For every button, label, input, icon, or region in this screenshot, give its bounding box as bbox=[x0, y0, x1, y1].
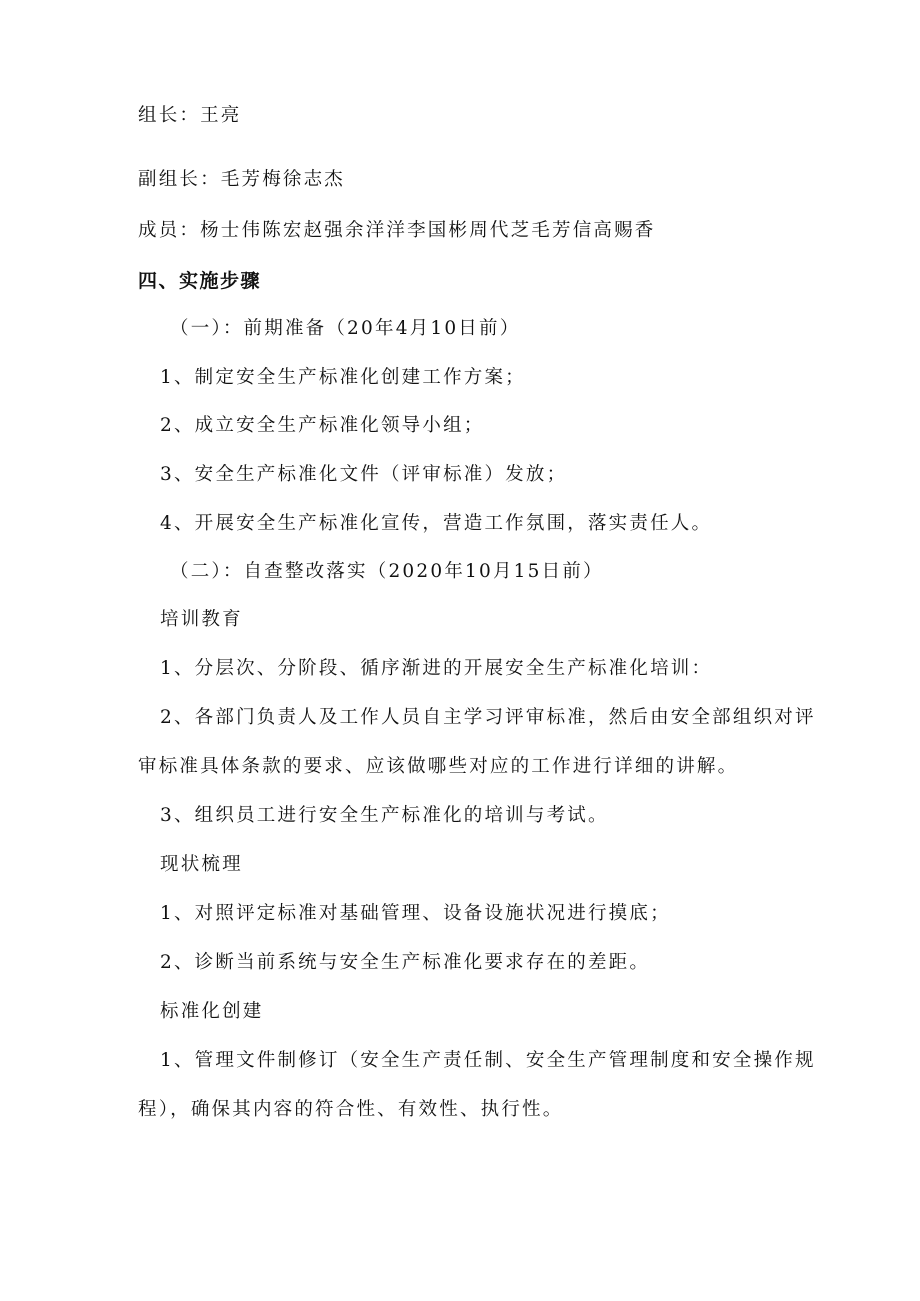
phase-one-item: 2、成立安全生产标准化领导小组； bbox=[160, 415, 485, 436]
creation-title: 标准化创建 bbox=[160, 1001, 264, 1022]
phase-one-item: 3、安全生产标准化文件（评审标准）发放； bbox=[160, 464, 568, 485]
training-item: 3、组织员工进行安全生产标准化的培训与考试。 bbox=[160, 805, 609, 826]
members-line: 成员：杨士伟陈宏赵强余洋洋李国彬周代芝毛芳信高赐香 bbox=[138, 220, 656, 241]
training-title: 培训教育 bbox=[160, 609, 243, 630]
status-item: 1、对照评定标准对基础管理、设备设施状况进行摸底； bbox=[160, 903, 671, 924]
status-title: 现状梳理 bbox=[160, 854, 243, 875]
deputy-leader-line: 副组长：毛芳梅徐志杰 bbox=[138, 169, 346, 190]
team-leader-line: 组长：王亮 bbox=[138, 105, 242, 126]
section-heading: 四、实施步骤 bbox=[138, 270, 262, 292]
phase-one-item: 4、开展安全生产标准化宣传，营造工作氛围，落实责任人。 bbox=[160, 513, 713, 534]
phase-one-title: （一）：前期准备（20年4月10日前） bbox=[170, 318, 521, 339]
phase-one-item: 1、制定安全生产标准化创建工作方案； bbox=[160, 367, 526, 388]
status-item: 2、诊断当前系统与安全生产标准化要求存在的差距。 bbox=[160, 952, 651, 973]
training-item: 1、分层次、分阶段、循序渐进的开展安全生产标准化培训： bbox=[160, 658, 713, 679]
training-item-continued: 审标准具体条款的要求、应该做哪些对应的工作进行详细的讲解。 bbox=[138, 756, 739, 777]
phase-two-title: （二）：自查整改落实（2020年10月15日前） bbox=[170, 561, 604, 582]
creation-item: 1、管理文件制修订（安全生产责任制、安全生产管理制度和安全操作规 bbox=[160, 1050, 816, 1071]
training-item: 2、各部门负责人及工作人员自主学习评审标准，然后由安全部组织对评 bbox=[160, 707, 816, 728]
creation-item-continued: 程），确保其内容的符合性、有效性、执行性。 bbox=[138, 1099, 564, 1120]
